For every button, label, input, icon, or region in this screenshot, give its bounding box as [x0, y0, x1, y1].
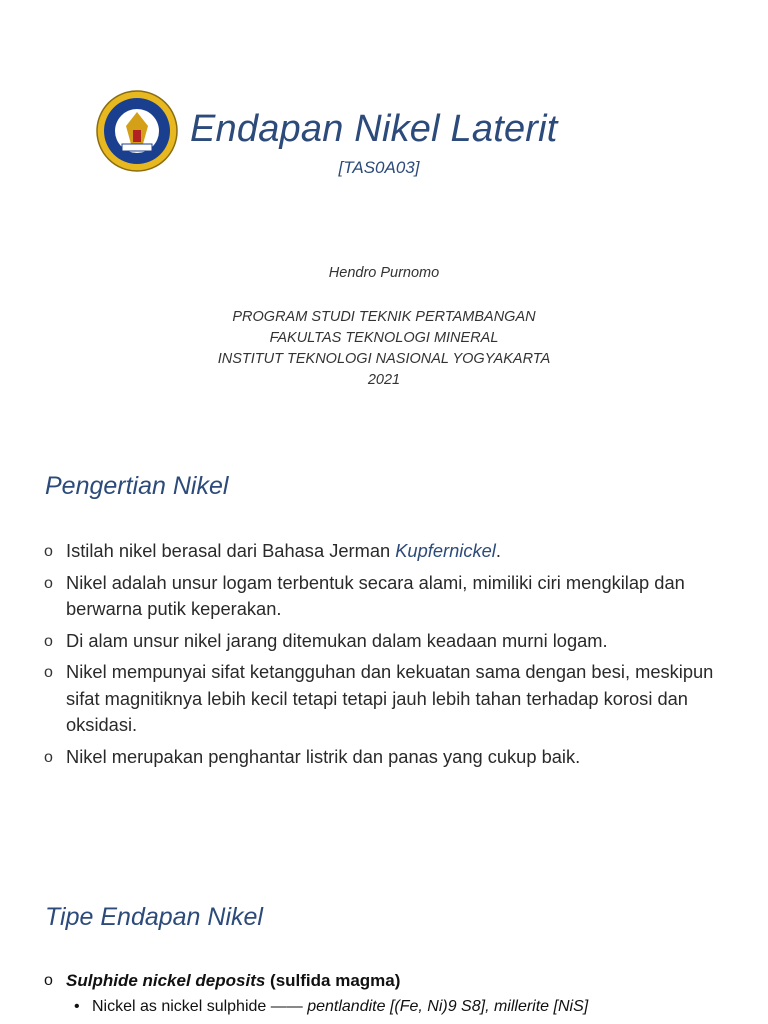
- list-item: [44, 628, 744, 655]
- course-code: [TAS0A03]: [338, 158, 420, 177]
- program-name: PROGRAM STUDI TEKNIK PERTAMBANGAN: [232, 309, 536, 325]
- bullet-mark: o: [44, 632, 53, 650]
- list-item: [44, 570, 744, 623]
- sub-list-item: [44, 994, 744, 1020]
- year: 2021: [367, 372, 401, 388]
- faculty-name: FAKULTAS TEKNOLOGI MINERAL: [269, 330, 499, 346]
- university-name: INSTITUT TEKNOLOGI NASIONAL YOGYAKARTA: [217, 351, 551, 367]
- bullet-mark: o: [44, 664, 53, 681]
- deposit-type-desc: (sulfida magma): [265, 971, 401, 990]
- section-title-pengertian: Pengertian Nikel: [45, 472, 229, 500]
- list-item-text: Nikel mempunyai sifat ketangguhan dan kekuatan sama dengan besi, meskipun sifat magnitiknya lebih kecil tetapi tetapi jauh lebih tahan terhadap korosi dan oksidasi.: [66, 661, 714, 735]
- mineral-formulas: pentlandite [(Fe, Ni)9 S8], millerite [NiS]: [307, 998, 589, 1015]
- bullet-mark: o: [44, 543, 53, 560]
- sub-bullet: •: [74, 998, 80, 1015]
- list-item: [44, 538, 744, 565]
- list-item-text: Istilah nikel berasal dari Bahasa Jerman: [66, 540, 396, 561]
- kupfernickel-link[interactable]: Kupfernickel: [395, 540, 496, 561]
- bullet-mark: o: [44, 748, 53, 766]
- list-item-text: Di alam unsur nikel jarang ditemukan dalam keadaan murni logam.: [66, 629, 608, 651]
- bullet-mark: o: [44, 574, 53, 592]
- section-title-tipe-endapan: Tipe Endapan Nikel: [45, 903, 263, 931]
- sub-item-text: Nickel as nickel sulphide ——: [92, 998, 308, 1015]
- list-item: [44, 744, 744, 771]
- list-item-text: Nikel merupakan penghantar listrik dan panas yang cukup baik.: [66, 745, 581, 767]
- deposit-type-name: Sulphide nickel deposits: [66, 971, 266, 990]
- definition-list: [44, 538, 744, 775]
- bullet-mark: o: [44, 972, 53, 989]
- list-item: [44, 659, 744, 739]
- institution-block: [0, 307, 768, 391]
- list-item: [44, 968, 744, 994]
- list-item-suffix: .: [495, 540, 501, 561]
- page-title: Endapan Nikel Laterit: [190, 108, 558, 150]
- list-item-text: Nikel adalah unsur logam terbentuk secara alami, mimiliki ciri mengkilap dan berwarna putik keperakan.: [66, 571, 685, 619]
- author-name: Hendro Purnomo: [328, 265, 440, 281]
- deposit-type-list: [44, 968, 744, 1020]
